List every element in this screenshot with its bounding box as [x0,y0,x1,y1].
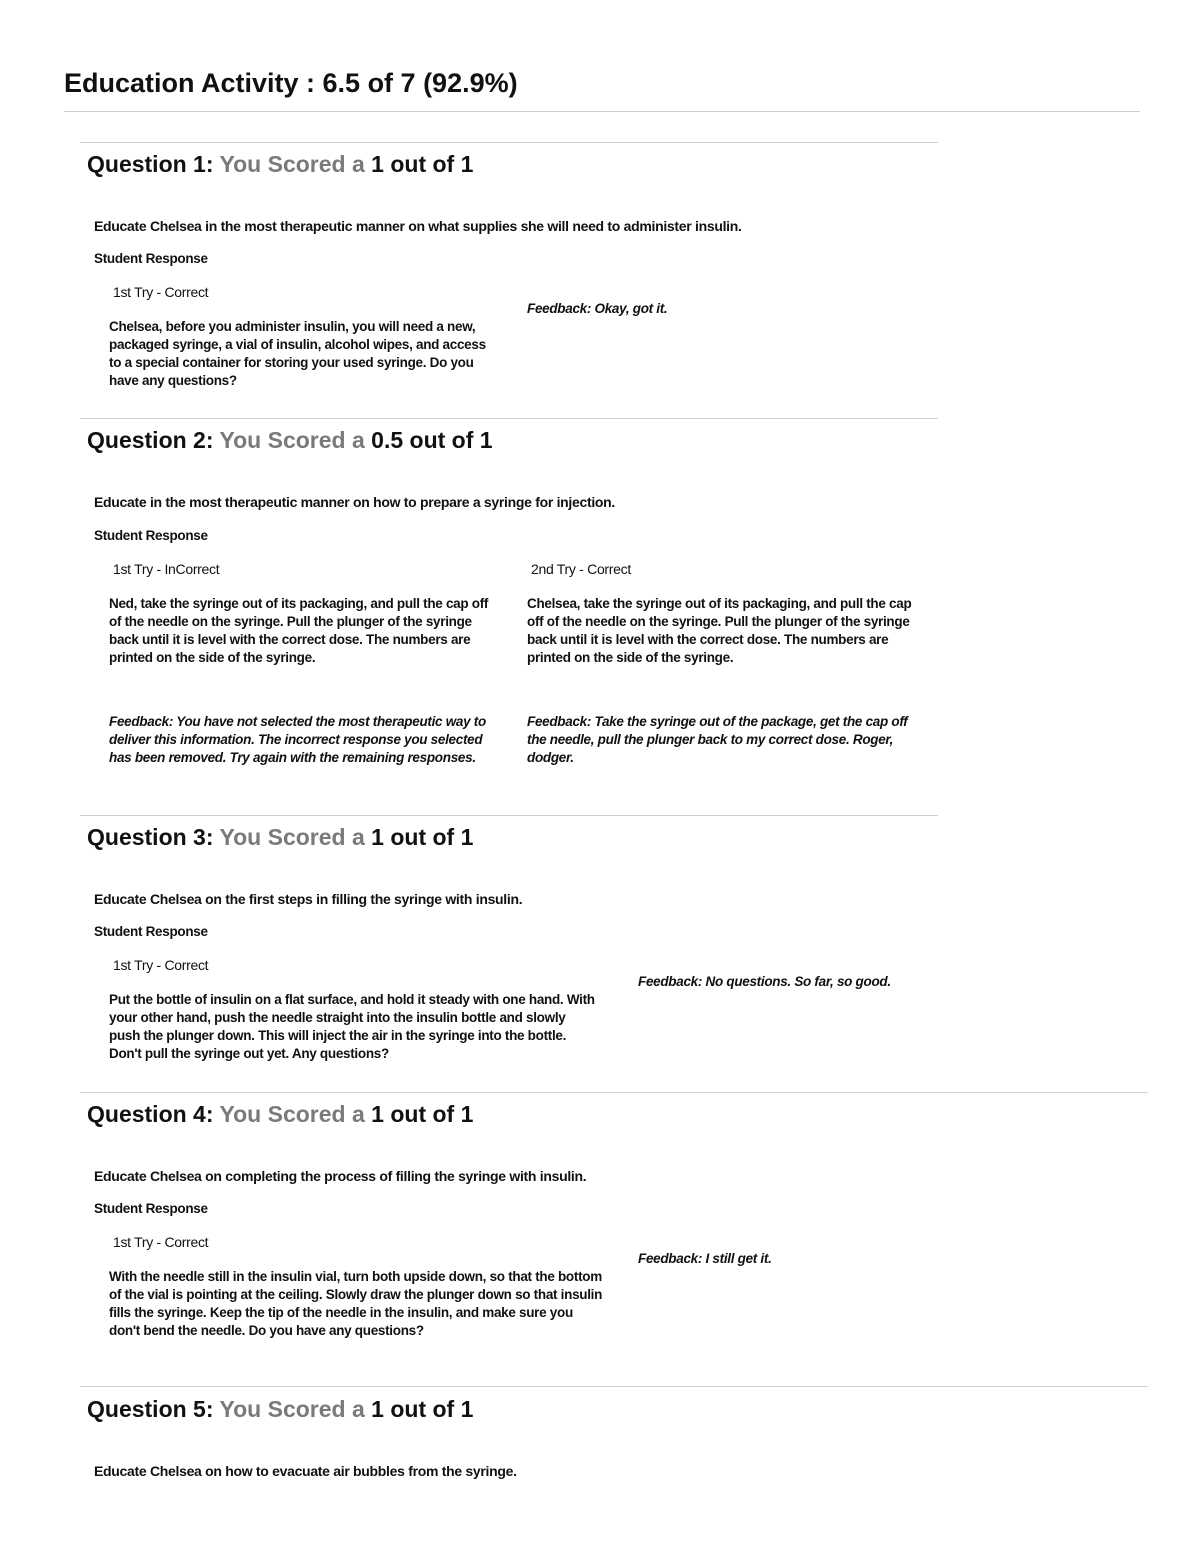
student-response-text: Chelsea, take the syringe out of its packaging, and pull the cap off of the needle on the syringe. Pull the plunger of the syringe back until it is level with the correct dose. The numbers are printed on the side of the syringe. [527,596,912,665]
question-heading [87,151,473,178]
student-response-label: Student Response [94,924,208,939]
question-divider [80,142,938,143]
question-heading [87,824,473,851]
student-response-label: Student Response [94,251,208,266]
question-heading [87,1101,473,1128]
question-label: Question 3: [87,824,214,850]
question-divider [80,1386,1148,1387]
title-divider [64,111,1140,112]
question-score: 0.5 out of 1 [371,427,493,453]
student-response-label: Student Response [94,528,208,543]
scored-prefix: You Scored a [219,1396,365,1422]
try-label: 1st Try - Correct [113,1234,209,1250]
student-response-text: Chelsea, before you administer insulin, you will need a new, packaged syringe, a vial of insulin, alcohol wipes, and access to a special container for storing your used syringe. Do you have any questions? [109,319,486,388]
question-prompt: Educate Chelsea on completing the process of filling the syringe with insulin. [94,1168,587,1184]
scored-prefix: You Scored a [219,824,365,850]
question-label: Question 1: [87,151,214,177]
feedback-text: Feedback: Okay, got it. [527,301,668,316]
question-divider [80,1092,1148,1093]
question-score: 1 out of 1 [371,1101,474,1127]
scored-prefix: You Scored a [219,151,365,177]
question-prompt: Educate Chelsea in the most therapeutic manner on what supplies she will need to administer insulin. [94,218,742,234]
question-score: 1 out of 1 [371,1396,474,1422]
question-heading [87,1396,473,1423]
try-label: 1st Try - Correct [113,957,209,973]
scored-prefix: You Scored a [219,427,365,453]
feedback-text: Feedback: No questions. So far, so good. [638,974,891,989]
question-heading [87,427,493,454]
feedback-text: Feedback: You have not selected the most therapeutic way to deliver this information. The incorrect response you selected has been removed. Try again with the remaining responses. [109,714,486,765]
student-response-text: Ned, take the syringe out of its packaging, and pull the cap off of the needle on the syringe. Pull the plunger of the syringe back until it is level with the correct dose. The numbers are printed on the side of the syringe. [109,596,489,665]
feedback-text: Feedback: I still get it. [638,1251,772,1266]
question-score: 1 out of 1 [371,824,474,850]
feedback-text: Feedback: Take the syringe out of the package, get the cap off the needle, pull the plunger back to my correct dose. Roger, dodger. [527,714,908,765]
question-divider [80,418,938,419]
question-label: Question 5: [87,1396,214,1422]
student-response-label: Student Response [94,1201,208,1216]
question-prompt: Educate in the most therapeutic manner on how to prepare a syringe for injection. [94,494,616,510]
question-divider [80,815,938,816]
try-label: 2nd Try - Correct [531,561,631,577]
question-prompt: Educate Chelsea on how to evacuate air bubbles from the syringe. [94,1463,517,1479]
question-score: 1 out of 1 [371,151,474,177]
question-prompt: Educate Chelsea on the first steps in filling the syringe with insulin. [94,891,523,907]
try-label: 1st Try - Correct [113,284,209,300]
student-response-text: Put the bottle of insulin on a flat surface, and hold it steady with one hand. With your other hand, push the needle straight into the insulin bottle and slowly push the plunger down. This will inject the air in the syringe into the bottle. Don't pull the syringe out yet. Any questions? [109,992,595,1061]
scored-prefix: You Scored a [219,1101,365,1127]
question-label: Question 4: [87,1101,214,1127]
question-label: Question 2: [87,427,214,453]
try-label: 1st Try - InCorrect [113,561,220,577]
page-title: Education Activity : 6.5 of 7 (92.9%) [64,68,518,98]
student-response-text: With the needle still in the insulin vial, turn both upside down, so that the bottom of the vial is pointing at the ceiling. Slowly draw the plunger down so that insulin fills the syringe. Keep the tip of the needle in the insulin, and make sure you don't bend the needle. Do you have any questions? [109,1269,603,1338]
